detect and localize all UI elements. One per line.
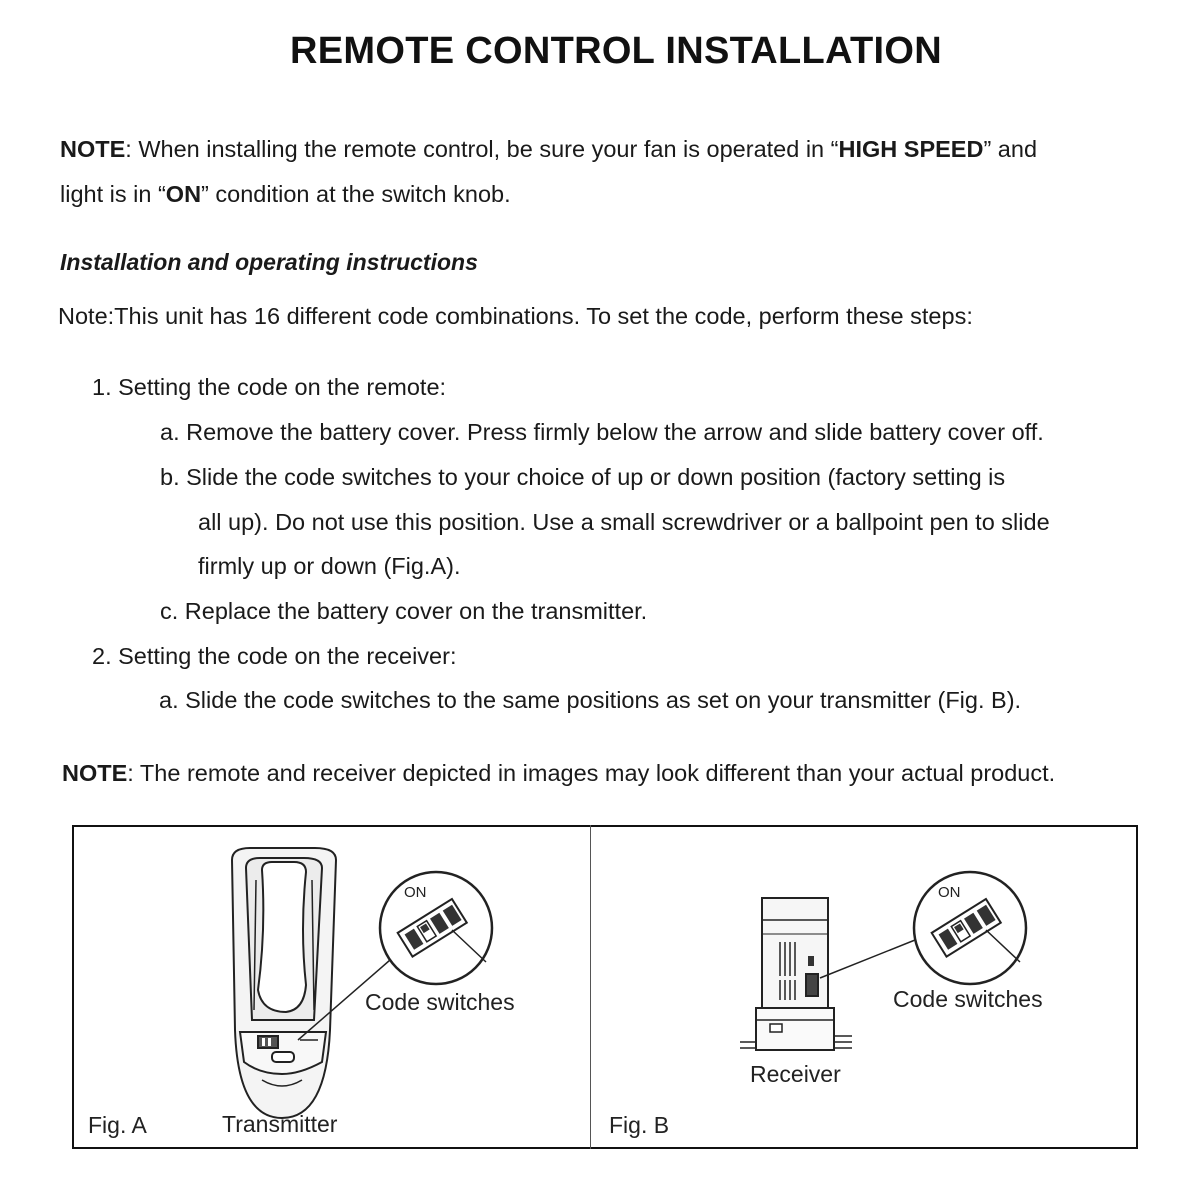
fig-a-label: Fig. A (88, 1112, 147, 1138)
page-title: REMOTE CONTROL INSTALLATION (290, 30, 942, 72)
receiver-switch-magnifier (914, 872, 1026, 984)
high-speed-emphasis: HIGH SPEED (838, 136, 984, 162)
fig-a-caption: Transmitter (222, 1111, 338, 1137)
note-text-d: ” condition at the switch knob. (201, 181, 511, 207)
step-1-label: 1. Setting the code on the remote: (92, 374, 447, 400)
on-emphasis: ON (165, 181, 202, 207)
note-text-a: : When installing the remote control, be sure your fan is operated in “ (125, 136, 839, 162)
step-1c: c. Replace the battery cover on the transmitter. (160, 598, 648, 624)
fig-b-caption: Receiver (750, 1061, 841, 1087)
fig-b-label: Fig. B (609, 1112, 670, 1138)
fig-a-on-label: ON (404, 884, 427, 901)
intro-note: Note:This unit has 16 different code combinations. To set the code, perform these steps: (58, 303, 973, 329)
step-1a: a. Remove the battery cover. Press firmly below the arrow and slide battery cover off. (160, 419, 1044, 445)
note-2-label: NOTE (62, 760, 128, 786)
fig-b-callout: Code switches (893, 986, 1043, 1012)
note-text-c: light is in “ (60, 181, 166, 207)
fig-b-on-label: ON (938, 884, 961, 901)
transmitter-illustration (232, 848, 390, 1118)
fig-a-callout: Code switches (365, 989, 515, 1015)
note-label: NOTE (60, 136, 126, 162)
note-2-text: : The remote and receiver depicted in images may look different than your actual product. (127, 760, 1056, 786)
transmitter-switch-magnifier (380, 872, 492, 984)
step-2a: a. Slide the code switches to the same positions as set on your transmitter (Fig. B). (159, 687, 1022, 713)
note-text-b: ” and (983, 136, 1038, 162)
step-2-label: 2. Setting the code on the receiver: (92, 643, 457, 669)
instructions-heading: Installation and operating instructions (60, 249, 478, 275)
receiver-illustration (740, 898, 920, 1050)
step-1b-line-3: firmly up or down (Fig.A). (198, 553, 461, 579)
step-1b-line-1: b. Slide the code switches to your choice of up or down position (factory setting is (160, 464, 1006, 490)
step-1b-line-2: all up). Do not use this position. Use a small screwdriver or a ballpoint pen to slide (198, 509, 1050, 535)
